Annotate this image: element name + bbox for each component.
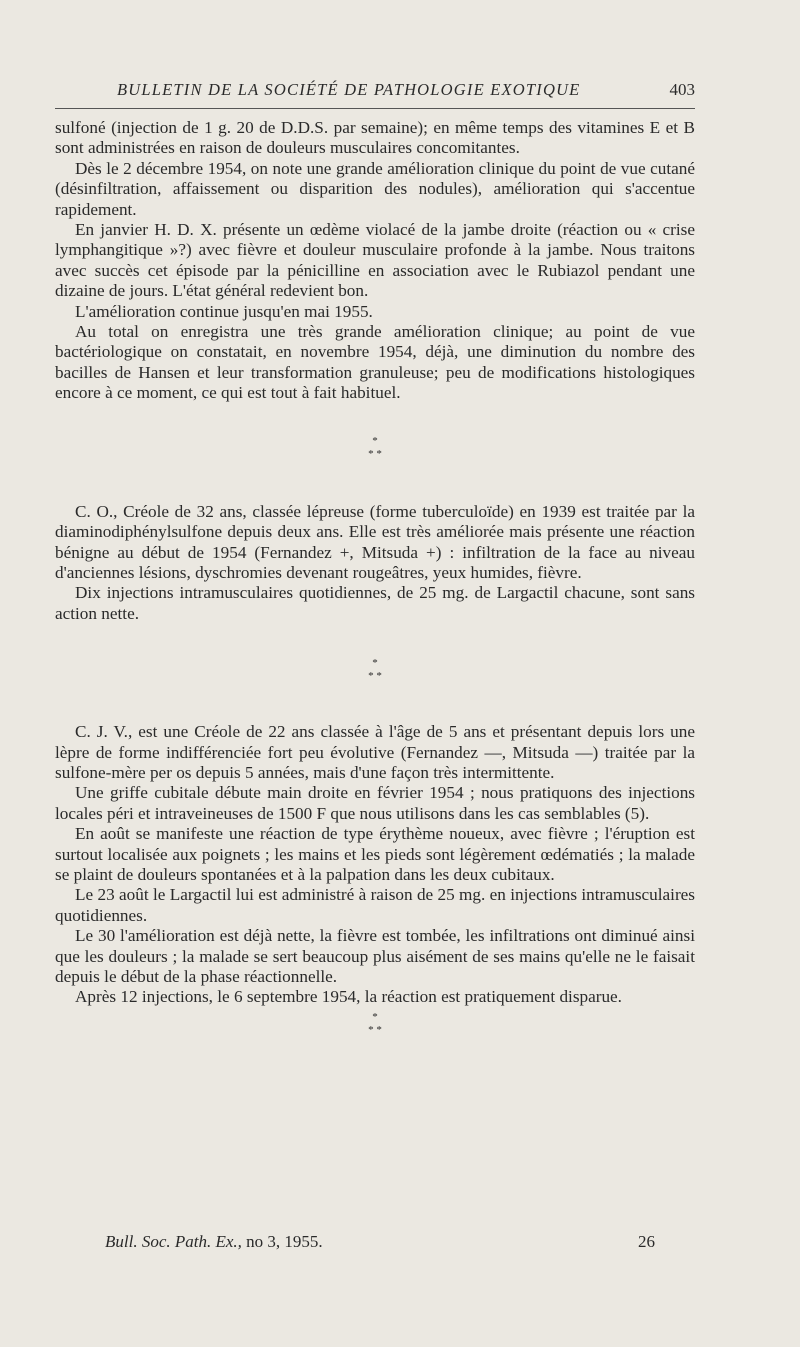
journal-reference xyxy=(105,1232,323,1252)
running-title: BULLETIN DE LA SOCIÉTÉ DE PATHOLOGIE EXOTIQUE xyxy=(117,80,581,99)
paragraph: Après 12 injections, le 6 septembre 1954, la réaction est pratiquement disparue. xyxy=(75,987,622,1007)
paragraph: Le 30 l'amélioration est déjà nette, la fièvre est tombée, les infiltrations ont diminué ainsi que les douleurs ; la malade se sert beaucoup plus aisément de ses mains qu'elle ne le faisait depuis le début de la phase réactionnelle. xyxy=(55,926,695,986)
paragraph: sulfoné (injection de 1 g. 20 de D.D.S. par semaine); en même temps des vitamines E et B sont administrées en raison de douleurs musculaires concomitantes. xyxy=(55,118,695,158)
separator-star: * xyxy=(372,1010,378,1023)
section-separator xyxy=(55,404,695,502)
paragraph: Au total on enregistra une très grande amélioration clinique; au point de vue bactériologique on constatait, en novembre 1954, déjà, une diminution du nombre des bacilles de Hansen et leur transformation granuleuse; peu de modifications histologiques encore à ce moment, ce qui est tout à fait habituel. xyxy=(55,322,695,403)
header-rule xyxy=(55,108,695,109)
paragraph: C. J. V., est une Créole de 22 ans classée à l'âge de 5 ans et présentant depuis lors une lèpre de forme indifférenciée fort peu évolutive (Fernandez —, Mitsuda —) traitée par la sulfone-mère per os depuis 5 années, mais d'une façon très intermittente. xyxy=(55,722,695,782)
running-header xyxy=(55,80,695,104)
page-footer xyxy=(55,1232,695,1254)
paragraph: Le 23 août le Largactil lui est administré à raison de 25 mg. en injections intramusculaires quotidiennes. xyxy=(55,885,695,925)
separator-star: * xyxy=(372,657,378,670)
sheet-number: 26 xyxy=(638,1232,655,1251)
separator-stars: * * xyxy=(368,447,382,460)
separator-stars: * * xyxy=(368,670,382,683)
paragraph: En janvier H. D. X. présente un œdème violacé de la jambe droite (réaction ou « crise lymphangitique »?) avec fièvre et douleur musculaire profonde à la jambe. Nous traitons avec succès cet épisode par la pénicilline en association avec le Rubiazol pendant une dizaine de jours. L'état général redevient bon. xyxy=(55,220,695,301)
separator-stars: * * xyxy=(368,1023,382,1036)
section-separator xyxy=(55,624,695,722)
page-number: 403 xyxy=(669,80,695,99)
paragraph: C. O., Créole de 32 ans, classée lépreuse (forme tuberculoïde) en 1939 est traitée par la diaminodiphénylsulfone depuis deux ans. Elle est très améliorée mais présente une réaction bénigne au début de 1954 (Fernandez +, Mitsuda +) : infiltration de la face au niveau d'anciennes lésions, dyschromies devenant rougeâtres, yeux humides, fièvre. xyxy=(55,501,695,582)
journal-abbrev: Bull. Soc. Path. Ex., xyxy=(105,1232,242,1251)
paragraph: Une griffe cubitale débute main droite en février 1954 ; nous pratiquons des injections locales péri et intraveineuses de 1500 F que nous utilisons dans les cas semblables (5). xyxy=(55,783,695,823)
section-separator xyxy=(55,1008,695,1038)
separator-star: * xyxy=(372,434,378,447)
paragraph: En août se manifeste une réaction de type érythème noueux, avec fièvre ; l'éruption est surtout localisée aux poignets ; les mains et les pieds sont légèrement œdématiés ; la malade se plaint de douleurs spontanées et à la palpation dans les deux cubitaux. xyxy=(55,824,695,884)
paragraph: Dix injections intramusculaires quotidiennes, de 25 mg. de Largactil chacune, sont sans action nette. xyxy=(55,583,695,623)
body-text xyxy=(55,118,695,1038)
paragraph: Dès le 2 décembre 1954, on note une grande amélioration clinique du point de vue cutané (désinfiltration, affaissement ou disparition des nodules), amélioration qui s'accentue rapidement. xyxy=(55,158,695,219)
journal-issue: no 3, 1955. xyxy=(241,1232,323,1251)
paragraph: L'amélioration continue jusqu'en mai 1955. xyxy=(75,301,373,321)
